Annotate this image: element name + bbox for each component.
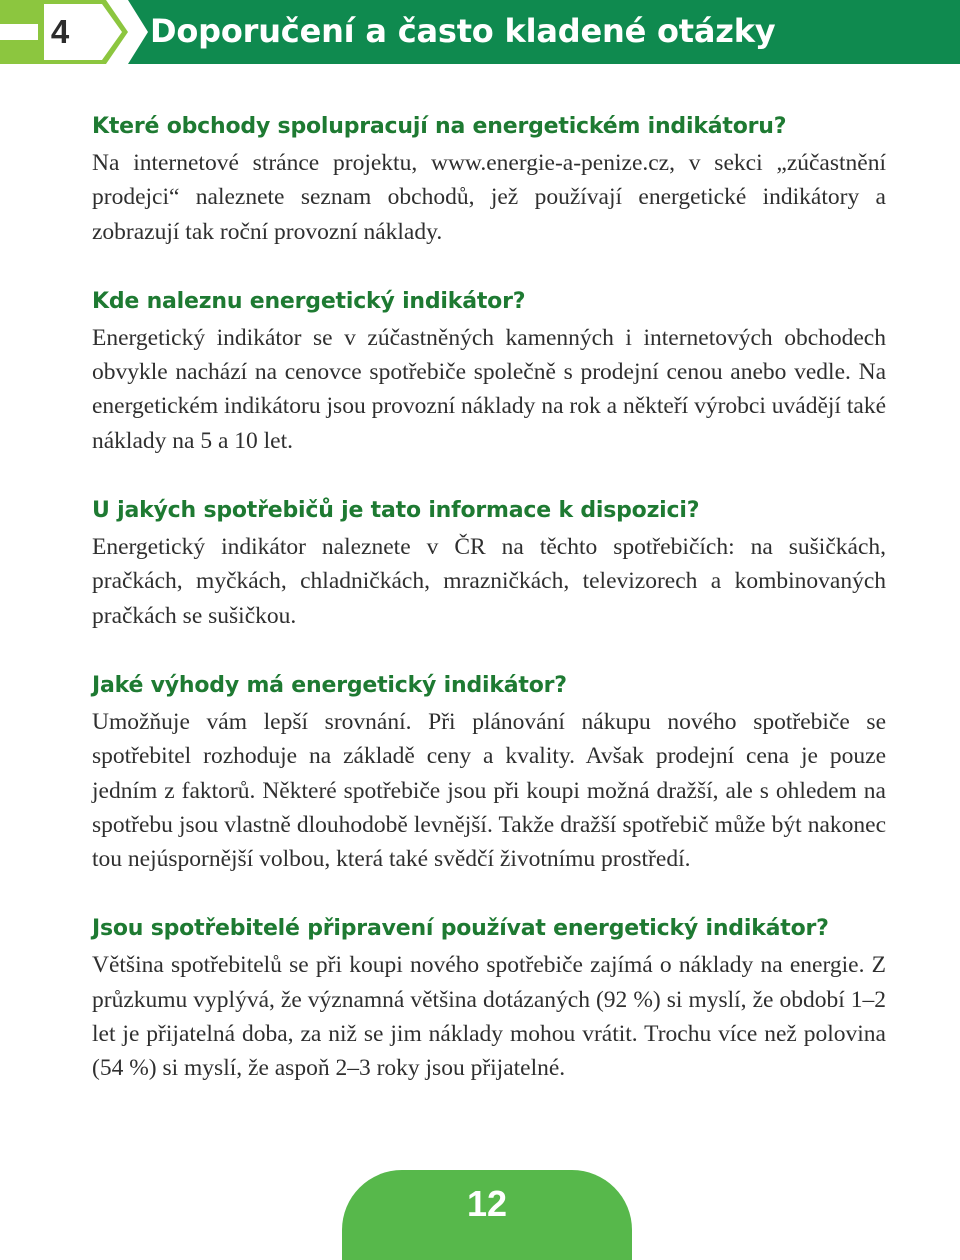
- faq-answer: Většina spotřebitelů se při koupi nového spotřebiče zajímá o náklady na energie. Z průzkumu vyplývá, že významná většina dotázaných (92 %) si myslí, že období 1–2 let je přijatelná doba, za niž se jim náklady mohou vrátit. Trochu více než polovina (54 %) si myslí, že aspoň 2–3 roky jsou přijatelné.: [92, 952, 886, 1082]
- faq-content: [92, 108, 886, 1086]
- faq-item: [92, 667, 886, 876]
- page-number: 12: [466, 1183, 508, 1224]
- faq-item: [92, 108, 886, 249]
- faq-question: Které obchody spolupracují na energetickém indikátoru?: [92, 114, 787, 139]
- faq-question: Jsou spotřebitelé připravení používat energetický indikátor?: [92, 916, 829, 942]
- page-title: Doporučení a často kladené otázky: [150, 12, 776, 50]
- chapter-number: 4: [50, 13, 70, 50]
- faq-answer: Energetický indikátor se v zúčastněných kamenných i internetových obchodech obvykle nachází na cenovce spotřebiče společně s prodejní cenou anebo vedle. Na energetickém indikátoru jsou provozní náklady na rok a někteří výrobci uvádějí také náklady na 5 a 10 let.: [92, 324, 886, 454]
- faq-question: U jakých spotřebičů je tato informace k dispozici?: [92, 498, 700, 524]
- faq-item: [92, 910, 886, 1085]
- faq-item: [92, 283, 886, 458]
- faq-answer: Na internetové stránce projektu, www.energie-a-penize.cz, v sekci „zúčastnění prodejci“ naleznete seznam obchodů, jež používají energetické indikátory a zobrazují tak roční provozní náklady.: [92, 150, 886, 245]
- faq-item: [92, 492, 886, 633]
- faq-question: Jaké výhody má energetický indikátor?: [92, 672, 567, 698]
- chapter-header: [0, 0, 960, 64]
- faq-question: Kde naleznu energetický indikátor?: [92, 288, 526, 314]
- faq-answer: Umožňuje vám lepší srovnání. Při plánování nákupu nového spotřebiče se spotřebitel rozhoduje na základě ceny a kvality. Avšak prodejní cena je pouze jedním z faktorů. Některé spotřebiče jsou při koupi možná dražší, ale s ohledem na spotřebu jsou vlastně dlouhodobě levnější. Takže dražší spotřebič může být nakonec tou nejúspornější volbou, která také svědčí životnímu prostředí.: [92, 708, 886, 873]
- faq-answer: Energetický indikátor naleznete v ČR na těchto spotřebičích: na sušičkách, pračkách, myčkách, chladničkách, mrazničkách, televizorech a kombinovaných pračkách se sušičkou.: [92, 534, 886, 629]
